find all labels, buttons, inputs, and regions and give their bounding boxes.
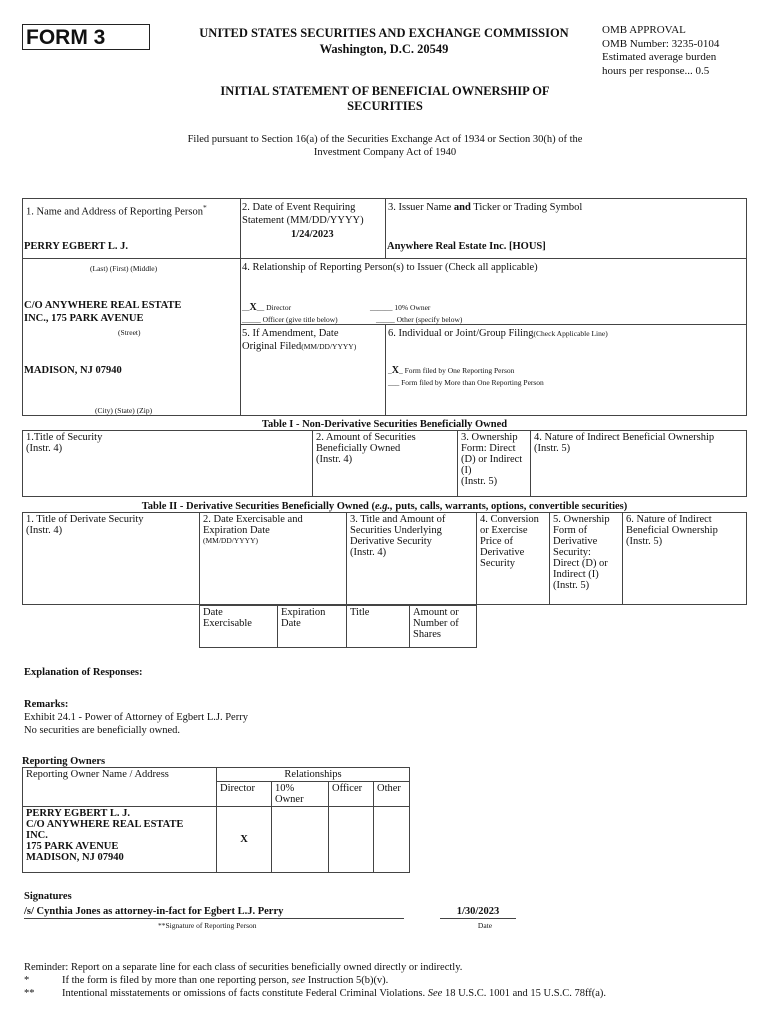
box2-label-1: 2. Date of Event Requiring — [242, 202, 356, 213]
page-title — [195, 84, 575, 114]
table1-col4: 4. Nature of Indirect Beneficial Ownership (Instr. 5) — [531, 431, 747, 497]
box1-star: * — [203, 203, 207, 212]
box1-label: 1. Name and Address of Reporting Person* — [26, 203, 207, 218]
grid-col-b-bottom — [385, 324, 386, 415]
table2-col3: 3. Title and Amount of Securities Underlying Derivative Security (Instr. 4) — [347, 513, 477, 605]
footnote-star-1: * — [24, 975, 30, 986]
box5-label-2: Original Filed(MM/DD/YYYY) — [242, 341, 357, 352]
title-line-1: INITIAL STATEMENT OF BENEFICIAL OWNERSHIP OF — [220, 84, 550, 98]
reminder: Reminder: Report on a separate line for each class of securities beneficially owned directly or indirectly. — [24, 962, 463, 973]
remarks-line-2: No securities are beneficially owned. — [24, 725, 180, 736]
city-hint: (City) (State) (Zip) — [95, 406, 153, 415]
table1 — [22, 430, 747, 497]
owners-col-name: Reporting Owner Name / Address — [23, 768, 217, 807]
director-option: __X__ Director — [242, 302, 292, 313]
street-line-2: INC., 175 PARK AVENUE — [24, 313, 144, 324]
omb-number: OMB Number: 3235-0104 — [602, 37, 720, 50]
city-state-zip: MADISON, NJ 07940 — [24, 365, 122, 376]
sub-date-exercisable: Date Exercisable — [200, 606, 278, 648]
agency-heading — [178, 25, 590, 57]
table2 — [22, 512, 747, 605]
signature-date: 1/30/2023 — [440, 905, 516, 919]
remarks-heading: Remarks: — [24, 699, 69, 710]
form-label: FORM 3 — [26, 26, 106, 49]
table2-title: Table II - Derivative Securities Beneficially Owned (e.g., puts, calls, warrants, options, convertible securities) — [141, 501, 628, 512]
omb-burden-1: Estimated average burden — [602, 51, 717, 63]
owners-table — [22, 767, 410, 873]
table2-col4: 4. Conversion or Exercise Price of Derivative Security — [477, 513, 550, 605]
box3-label: 3. Issuer Name and Ticker or Trading Symbol — [388, 202, 583, 213]
owner-10pct-cell — [272, 807, 329, 873]
sub-expiration: Expiration Date — [278, 606, 347, 648]
table2-col1: 1. Title of Derivate Security (Instr. 4) — [23, 513, 200, 605]
officer-option: _____ Officer (give title below) — [242, 315, 338, 324]
grid-col-a — [240, 198, 241, 415]
owners-sub-officer: Officer — [329, 782, 374, 807]
table2-col2: 2. Date Exercisable and Expiration Date (MM/DD/YYYY) — [200, 513, 347, 605]
owner10-option: ______ 10% Owner — [370, 303, 431, 312]
owners-sub-other: Other — [374, 782, 410, 807]
sub-amount: Amount or Number of Shares — [410, 606, 477, 648]
owner-row-name: PERRY EGBERT L. J. C/O ANYWHERE REAL ESTATE INC. 175 PARK AVENUE MADISON, NJ 07940 — [23, 807, 217, 873]
table1-col3: 3. Ownership Form: Direct (D) or Indirect (I) (Instr. 5) — [458, 431, 531, 497]
footnote-star-2: ** — [24, 988, 35, 999]
agency-line-1: UNITED STATES SECURITIES AND EXCHANGE COMMISSION — [199, 26, 569, 40]
filing-checkmark: X — [391, 365, 399, 376]
sub-title: Title — [347, 606, 410, 648]
filing-option-1: _X_ Form filed by One Reporting Person — [388, 365, 515, 376]
owner-officer-cell — [329, 807, 374, 873]
table2-subheader — [199, 605, 477, 648]
omb-burden-2: hours per response... 0.5 — [602, 64, 710, 77]
title-line-2: SECURITIES — [347, 99, 423, 113]
signatures-heading: Signatures — [24, 891, 72, 902]
event-date: 1/24/2023 — [291, 229, 334, 240]
table1-col2: 2. Amount of Securities Beneficially Owned (Instr. 4) — [313, 431, 458, 497]
table1-col1: 1.Title of Security (Instr. 4) — [23, 431, 313, 497]
owners-sub-director: Director — [217, 782, 272, 807]
owner-other-cell — [374, 807, 410, 873]
grid-right — [746, 198, 747, 415]
owners-heading: Reporting Owners — [22, 756, 106, 767]
name-hint: (Last) (First) (Middle) — [90, 264, 158, 273]
omb-approval: OMB APPROVAL — [602, 24, 686, 36]
signature-hint: **Signature of Reporting Person — [158, 921, 257, 930]
street-line-1: C/O ANYWHERE REAL ESTATE — [24, 300, 182, 311]
filed-line-2: Investment Company Act of 1940 — [313, 147, 457, 158]
omb-approval-block — [602, 24, 719, 78]
filed-line-1: Filed pursuant to Section 16(a) of the Securities Exchange Act of 1934 or Section 30(h) of the — [187, 134, 583, 145]
remarks-line-1: Exhibit 24.1 - Power of Attorney of Egbert L.J. Perry — [24, 712, 248, 723]
table1-title: Table I - Non-Derivative Securities Beneficially Owned — [261, 419, 508, 430]
reporting-person-name: PERRY EGBERT L. J. — [24, 241, 128, 252]
table2-col5: 5. Ownership Form of Derivative Security: Direct (D) or Indirect (I) (Instr. 5) — [550, 513, 623, 605]
grid-row-1 — [22, 258, 747, 259]
explanation-heading: Explanation of Responses: — [24, 667, 143, 678]
box2-label-2: Statement (MM/DD/YYYY) — [242, 215, 364, 226]
box6-label: 6. Individual or Joint/Group Filing(Check Applicable Line) — [388, 328, 608, 339]
filed-pursuant — [150, 133, 620, 159]
owners-col-relationships: Relationships — [217, 768, 410, 782]
owner-director-mark: X — [217, 807, 272, 873]
owners-sub-10pct: 10% Owner — [272, 782, 329, 807]
box4-label: 4. Relationship of Reporting Person(s) to Issuer (Check all applicable) — [242, 262, 538, 273]
box5-label-1: 5. If Amendment, Date — [242, 328, 339, 339]
other-option: _____ Other (specify below) — [376, 315, 463, 324]
date-hint: Date — [477, 921, 493, 930]
grid-left — [22, 198, 23, 415]
director-checkmark: X — [249, 302, 257, 313]
agency-line-2: Washington, D.C. 20549 — [319, 42, 449, 56]
filing-option-2: ___ Form filed by More than One Reporting Person — [388, 378, 544, 387]
footnote-2: Intentional misstatements or omissions of facts constitute Federal Criminal Violations. See 18 U.S.C. 1001 and 15 U.S.C. 78ff(a). — [62, 988, 607, 999]
grid-col-b-top — [385, 198, 386, 258]
street-hint: (Street) — [118, 328, 141, 337]
footnote-1: If the form is filed by more than one reporting person, see Instruction 5(b)(v). — [62, 975, 389, 986]
table2-col6: 6. Nature of Indirect Beneficial Ownership (Instr. 5) — [623, 513, 747, 605]
issuer-name: Anywhere Real Estate Inc. [HOUS] — [387, 241, 546, 252]
signature-text: /s/ Cynthia Jones as attorney-in-fact for Egbert L.J. Perry — [24, 905, 404, 919]
